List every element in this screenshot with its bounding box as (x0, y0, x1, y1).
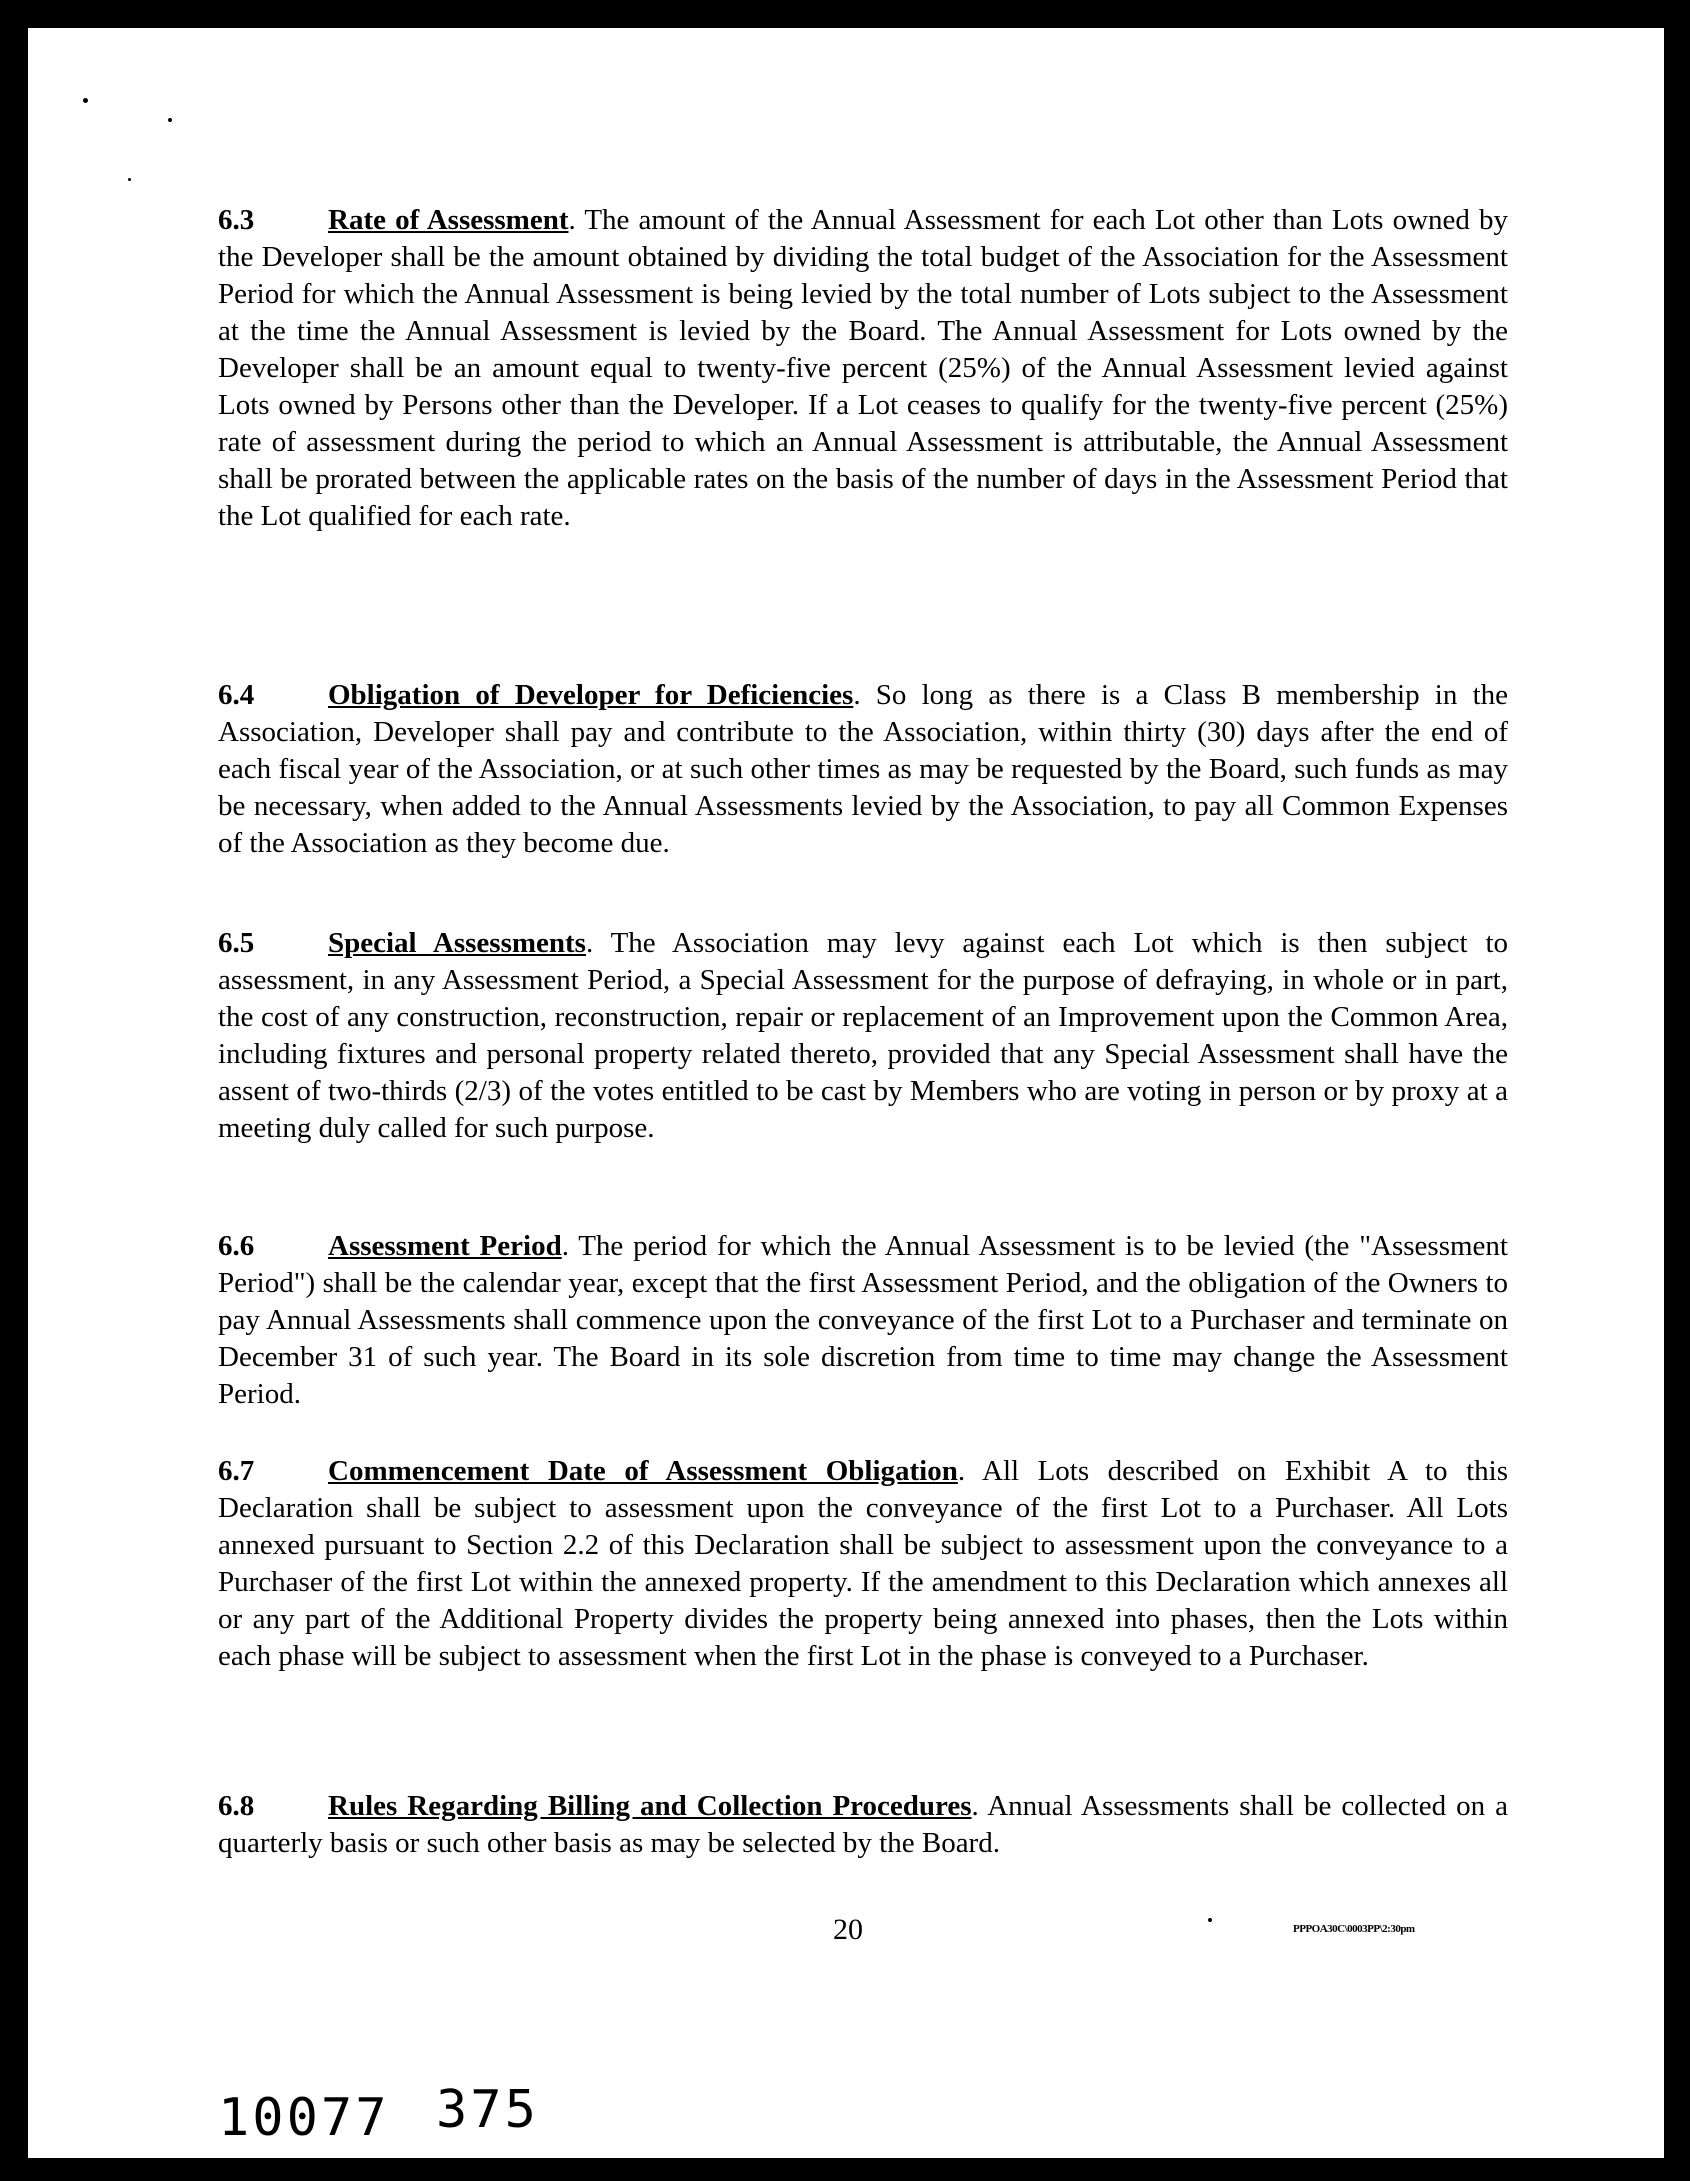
section-6-6: 6.6 Assessment Period. The period for which the Annual Assessment is to be levied (the "Assessment Period") shall be the calendar year, except that the first Assessment Period, and the obligation of the Owners to pay Annual Assessments shall commence upon the conveyance of the first Lot to a Purchaser and terminate on December 31 of such year. The Board in its sole discretion from time to time may change the Assessment Period. (218, 1230, 1508, 1410)
scan-speck (128, 178, 131, 181)
section-number: 6.3 (218, 204, 255, 236)
section-heading: Obligation of Developer for Deficiencies (328, 679, 854, 711)
scan-speck (83, 98, 88, 103)
section-text: The amount of the Annual Assessment for each Lot other than Lots owned by the Developer shall be the amount obtained by dividing the total budget of the Association for the Assessment Period for which the Annual Assessment is being levied by the total number of Lots subject to the Assessment at the time the Annual Assessment is levied by the Board. The Annual Assessment for Lots owned by the Developer shall be an amount equal to twenty-five percent (25%) of the Annual Assessment levied against Lots owned by Persons other than the Developer. If a Lot ceases to qualify for the twenty-five percent (25%) rate of assessment during the period to which an Annual Assessment is attributable, the Annual Assessment shall be prorated between the applicable rates on the basis of the number of days in the Assessment Period that the Lot qualified for each rate. (218, 204, 1508, 532)
document-page (28, 28, 1664, 2158)
section-heading: Rate of Assessment (328, 204, 569, 236)
section-number: 6.7 (218, 1455, 255, 1487)
section-number: 6.5 (218, 927, 255, 959)
recording-page-number: 375 (436, 2080, 539, 2140)
section-text: Annual Assessments shall be collected on a quarterly basis or such other basis as may be selected by the Board. (218, 1790, 1508, 1859)
section-text: The period for which the Annual Assessment is to be levied (the "Assessment Period") shall be the calendar year, except that the first Assessment Period, and the obligation of the Owners to pay Annual Assessments shall commence upon the conveyance of the first Lot to a Purchaser and terminate on December 31 of such year. The Board in its sole discretion from time to time may change the Assessment Period. (218, 1230, 1508, 1410)
section-6-8: 6.8 Rules Regarding Billing and Collection Procedures. Annual Assessments shall be collected on a quarterly basis or such other basis as may be selected by the Board. (218, 1790, 1508, 1859)
scan-speck (168, 118, 172, 122)
section-heading: Rules Regarding Billing and Collection Procedures (328, 1790, 972, 1822)
section-text: All Lots described on Exhibit A to this Declaration shall be subject to assessment upon the conveyance of the first Lot to a Purchaser. All Lots annexed pursuant to Section 2.2 of this Declaration shall be subject to assessment upon the conveyance to a Purchaser of the first Lot within the annexed property. If the amendment to this Declaration which annexes all or any part of the Additional Property divides the property being annexed into phases, then the Lots within each phase will be subject to assessment when the first Lot in the phase is conveyed to a Purchaser. (218, 1455, 1508, 1672)
section-heading: Commencement Date of Assessment Obligation (328, 1455, 958, 1487)
section-text: The Association may levy against each Lot which is then subject to assessment, in any Assessment Period, a Special Assessment for the purpose of defraying, in whole or in part, the cost of any construction, reconstruction, repair or replacement of an Improvement upon the Common Area, including fixtures and personal property related thereto, provided that any Special Assessment shall have the assent of two-thirds (2/3) of the votes entitled to be cast by Members who are voting in person or by proxy at a meeting duly called for such purpose. (218, 927, 1508, 1144)
file-identifier: PPPOA30C\0003PP\2:30pm (1293, 1923, 1415, 1935)
section-6-5: 6.5 Special Assessments. The Association may levy against each Lot which is then subject to assessment, in any Assessment Period, a Special Assessment for the purpose of defraying, in whole or in part, the cost of any construction, reconstruction, repair or replacement of an Improvement upon the Common Area, including fixtures and personal property related thereto, provided that any Special Assessment shall have the assent of two-thirds (2/3) of the votes entitled to be cast by Members who are voting in person or by proxy at a meeting duly called for such purpose. (218, 927, 1508, 1144)
book-number: 10077 (218, 2088, 390, 2148)
section-number: 6.4 (218, 679, 255, 711)
section-heading: Assessment Period (328, 1230, 562, 1262)
section-6-7: 6.7 Commencement Date of Assessment Obligation. All Lots described on Exhibit A to this Declaration shall be subject to assessment upon the conveyance of the first Lot to a Purchaser. All Lots annexed pursuant to Section 2.2 of this Declaration shall be subject to assessment upon the conveyance to a Purchaser of the first Lot within the annexed property. If the amendment to this Declaration which annexes all or any part of the Additional Property divides the property being annexed into phases, then the Lots within each phase will be subject to assessment when the first Lot in the phase is conveyed to a Purchaser. (218, 1455, 1508, 1672)
section-6-4: 6.4 Obligation of Developer for Deficiencies. So long as there is a Class B membership in the Association, Developer shall pay and contribute to the Association, within thirty (30) days after the end of each fiscal year of the Association, or at such other times as may be requested by the Board, such funds as may be necessary, when added to the Annual Assessments levied by the Association, to pay all Common Expenses of the Association as they become due. (218, 679, 1508, 859)
scan-speck (1208, 1918, 1212, 1922)
section-number: 6.8 (218, 1790, 255, 1822)
section-number: 6.6 (218, 1230, 255, 1262)
section-6-3: 6.3 Rate of Assessment. The amount of the Annual Assessment for each Lot other than Lots owned by the Developer shall be the amount obtained by dividing the total budget of the Association for the Assessment Period for which the Annual Assessment is being levied by the total number of Lots subject to the Assessment at the time the Annual Assessment is levied by the Board. The Annual Assessment for Lots owned by the Developer shall be an amount equal to twenty-five percent (25%) of the Annual Assessment levied against Lots owned by Persons other than the Developer. If a Lot ceases to qualify for the twenty-five percent (25%) rate of assessment during the period to which an Annual Assessment is attributable, the Annual Assessment shall be prorated between the applicable rates on the basis of the number of days in the Assessment Period that the Lot qualified for each rate. (218, 204, 1508, 532)
section-text: So long as there is a Class B membership in the Association, Developer shall pay and contribute to the Association, within thirty (30) days after the end of each fiscal year of the Association, or at such other times as may be requested by the Board, such funds as may be necessary, when added to the Annual Assessments levied by the Association, to pay all Common Expenses of the Association as they become due. (218, 679, 1508, 859)
page-number: 20 (833, 1913, 863, 1946)
section-heading: Special Assessments (328, 927, 586, 959)
